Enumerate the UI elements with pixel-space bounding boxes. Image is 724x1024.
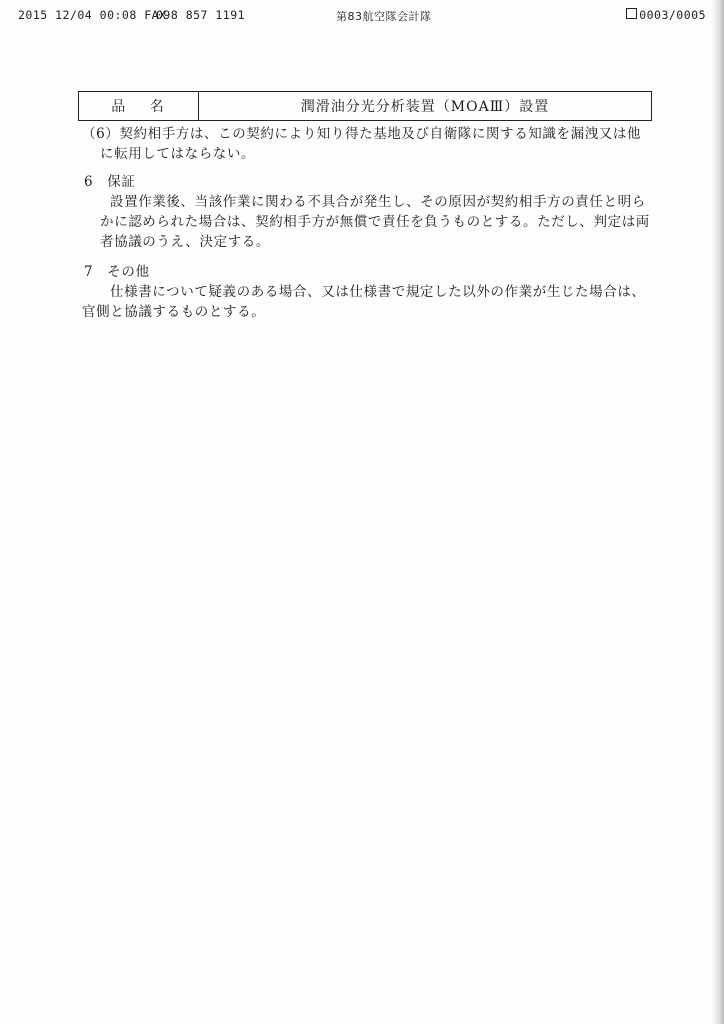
clause-confidentiality-line-2: に転用してはならない。 [100, 146, 256, 162]
section-warranty-heading: 6 保証 [84, 174, 136, 190]
section-warranty-line-2: かに認められた場合は、契約相手方が無償で責任を負うものとする。ただし、判定は両 [100, 214, 650, 230]
section-other-line-1: 仕様書について疑義のある場合、又は仕様書で規定した以外の作業が生じた場合は、 [110, 284, 646, 300]
scan-page-edge-shadow [712, 0, 724, 1024]
section-other [82, 262, 672, 322]
fax-page-indicator [626, 8, 706, 22]
clause-confidentiality-line-1: （6）契約相手方は、この契約により知り得た基地及び自衛隊に関する知識を漏洩又は他 [82, 126, 642, 142]
page-box-icon [626, 8, 637, 19]
item-name-value: 潤滑油分光分析装置（MOAⅢ）設置 [300, 99, 550, 115]
section-warranty-line-3: 者協議のうえ、決定する。 [100, 234, 271, 250]
section-other-line-2: 官側と協議するものとする。 [82, 304, 266, 320]
section-other-heading: 7 その他 [84, 264, 150, 280]
fax-sender: 第83航空隊会計隊 [336, 10, 432, 23]
fax-datetime: 2015 12/04 00:08 FAX [18, 8, 167, 22]
fax-number: 098 857 1191 [156, 8, 246, 22]
clause-confidentiality [82, 124, 672, 164]
item-name-label: 品 名 [79, 92, 199, 120]
fax-page-number: 0003/0005 [639, 8, 706, 22]
section-warranty-line-1: 設置作業後、当該作業に関わる不具合が発生し、その原因が契約相手方の責任と明ら [110, 194, 646, 210]
fax-header [18, 8, 706, 26]
section-warranty [82, 172, 672, 252]
item-name-table [78, 91, 652, 121]
